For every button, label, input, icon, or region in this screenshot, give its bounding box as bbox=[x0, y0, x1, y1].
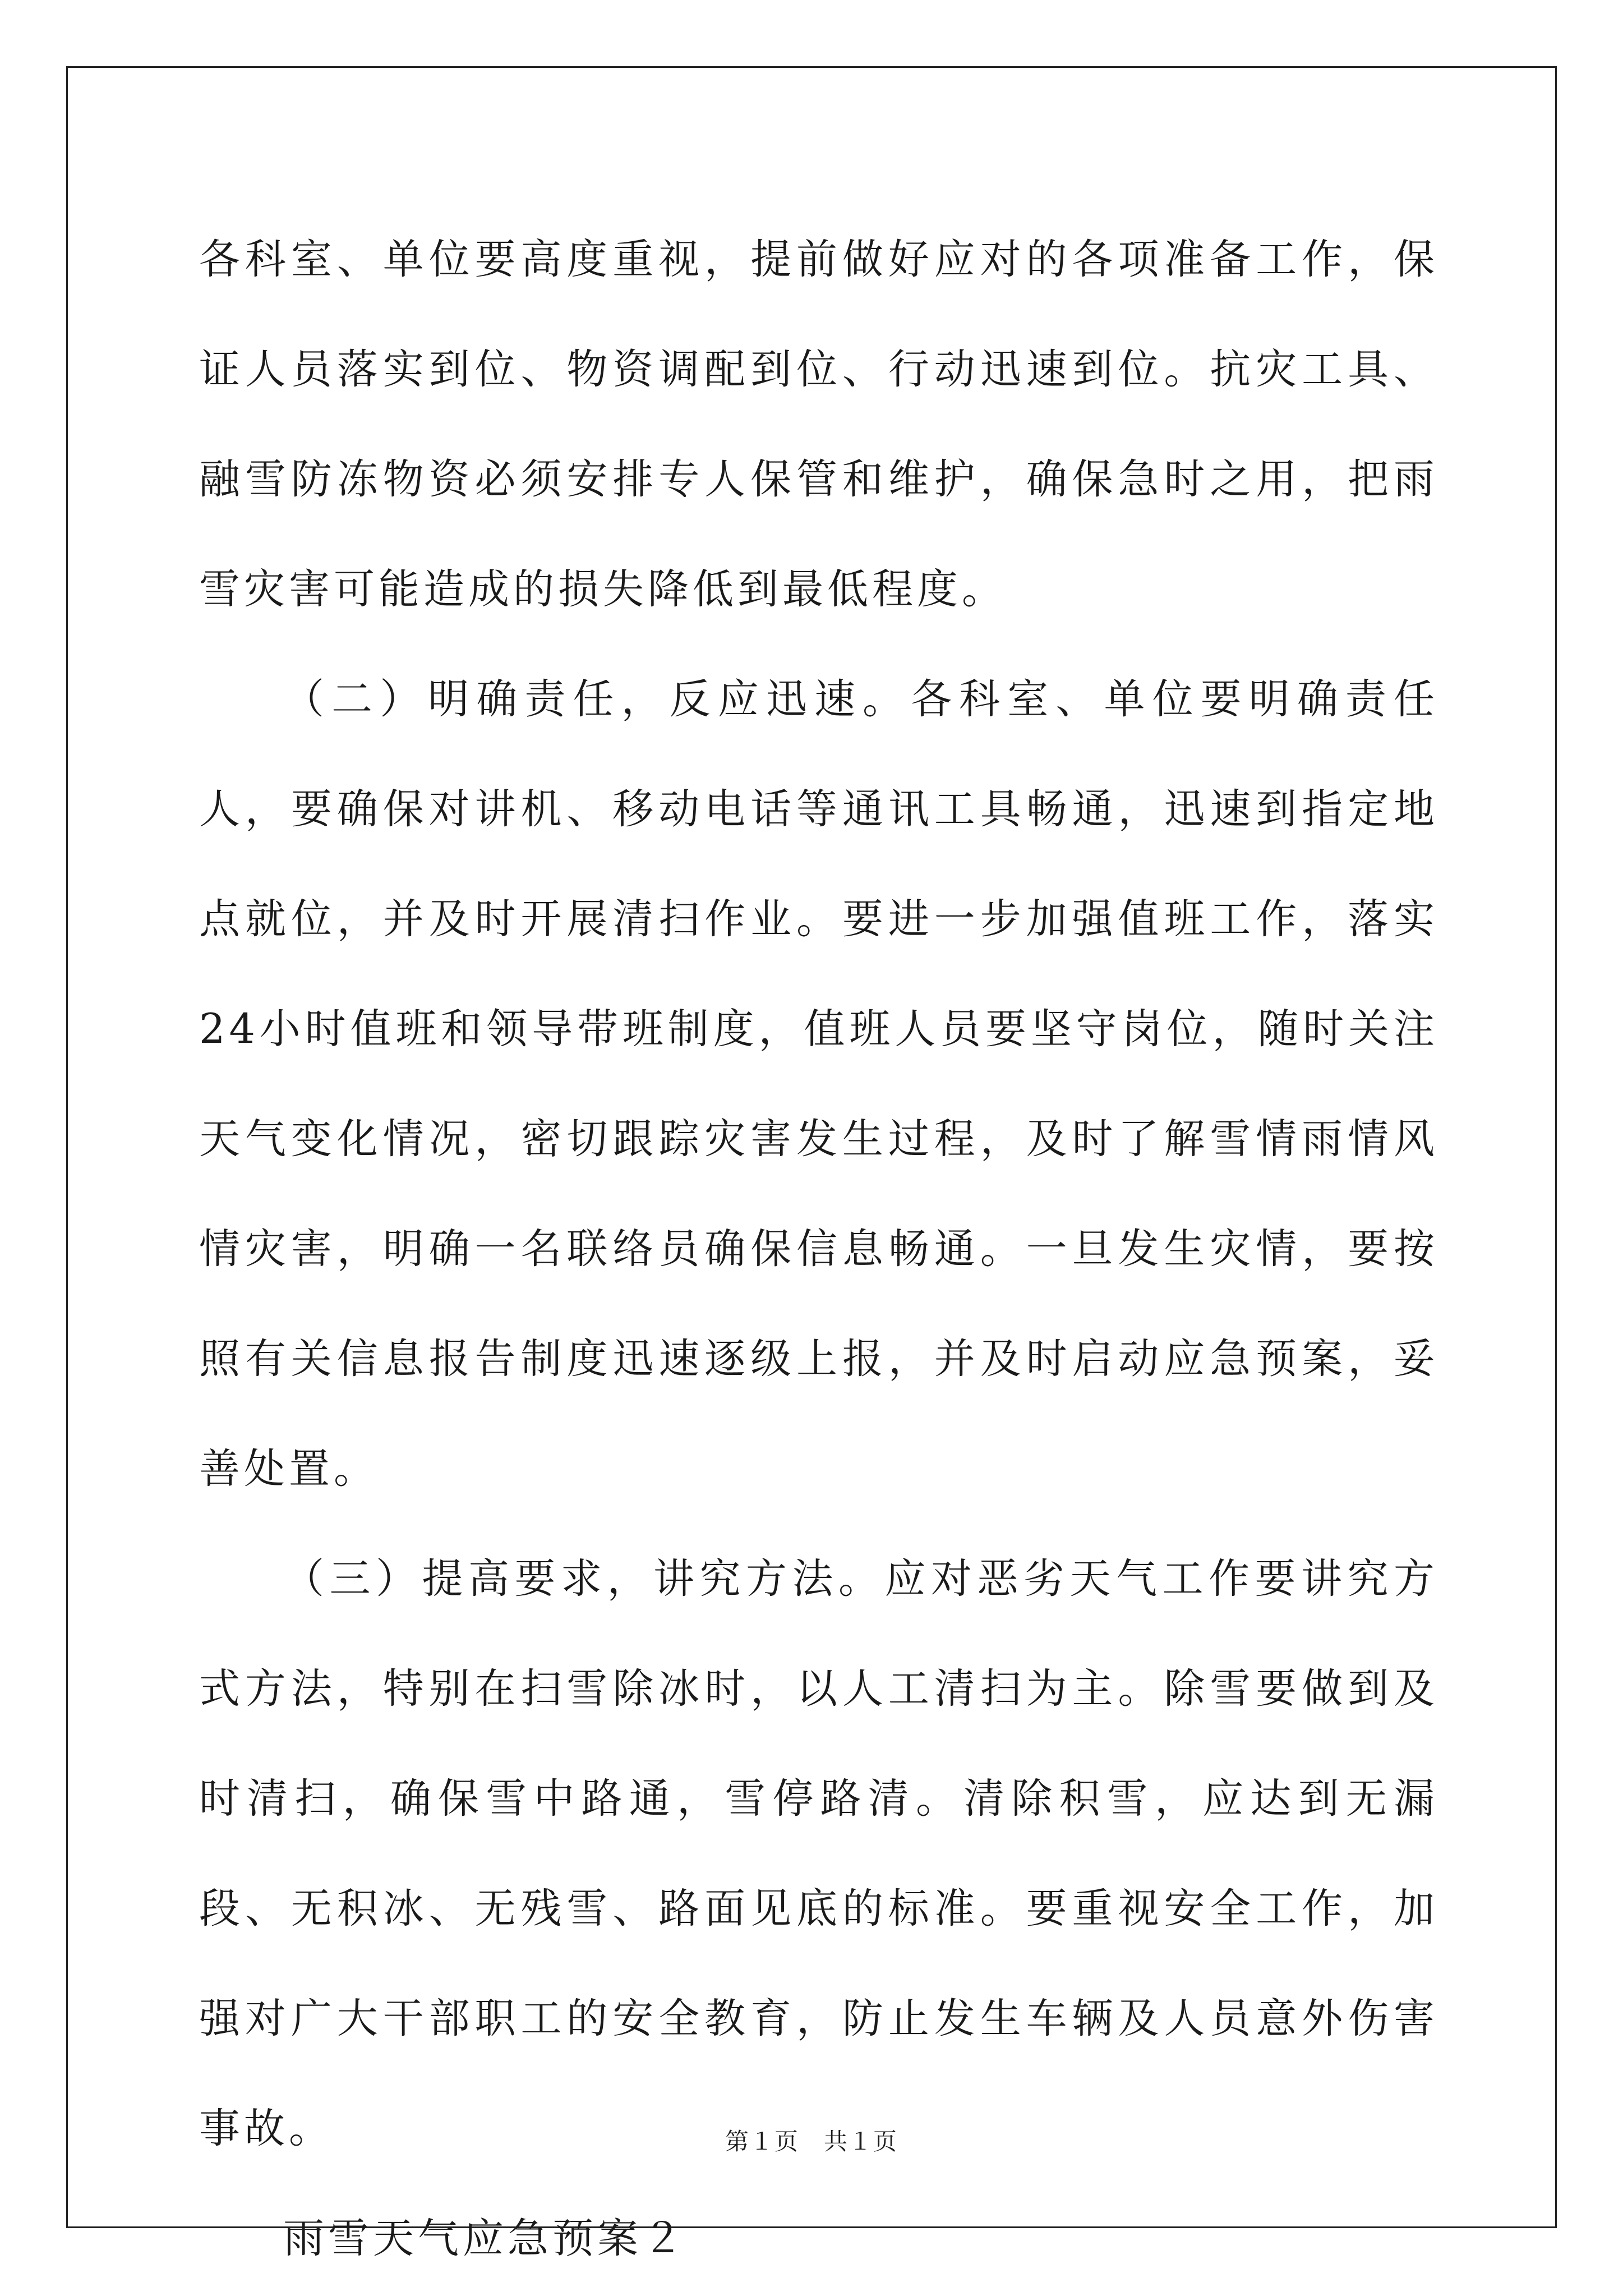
paragraph-2: （二）明确责任，反应迅速。各科室、单位要明确责任人，要确保对讲机、移动电话等通讯工具畅通，迅速到指定地点就位，并及时开展清扫作业。要进一步加强值班工作，落实24小时值班和领导带班制度，值班人员要坚守岗位，随时关注天气变化情况，密切跟踪灾害发生过程，及时了解雪情雨情风情灾害，明确一名联络员确保信息畅通。一旦发生灾情，要按照有关信息报告制度迅速逐级上报，并及时启动应急预案，妥善处置。 bbox=[199, 675, 1438, 1493]
page-number-footer: 第１页 共１页 bbox=[725, 2128, 898, 2155]
paragraph-1: 各科室、单位要高度重视，提前做好应对的各项准备工作，保证人员落实到位、物资调配到位、行动迅速到位。抗灾工具、融雪防冻物资必须安排专人保管和维护，确保急时之用，把雨雪灾害可能造成的损失降低到最低程度。 bbox=[199, 236, 1438, 613]
section-heading: 雨雪天气应急预案２ bbox=[283, 2215, 687, 2262]
document-body bbox=[199, 205, 1438, 2294]
paragraph-3: （三）提高要求，讲究方法。应对恶劣天气工作要讲究方式方法，特别在扫雪除冰时，以人工清扫为主。除雪要做到及时清扫，确保雪中路通，雪停路清。清除积雪，应达到无漏段、无积冰、无残雪、路面见底的标准。要重视安全工作，加强对广大干部职工的安全教育，防止发生车辆及人员意外伤害事故。 bbox=[199, 1555, 1438, 2152]
